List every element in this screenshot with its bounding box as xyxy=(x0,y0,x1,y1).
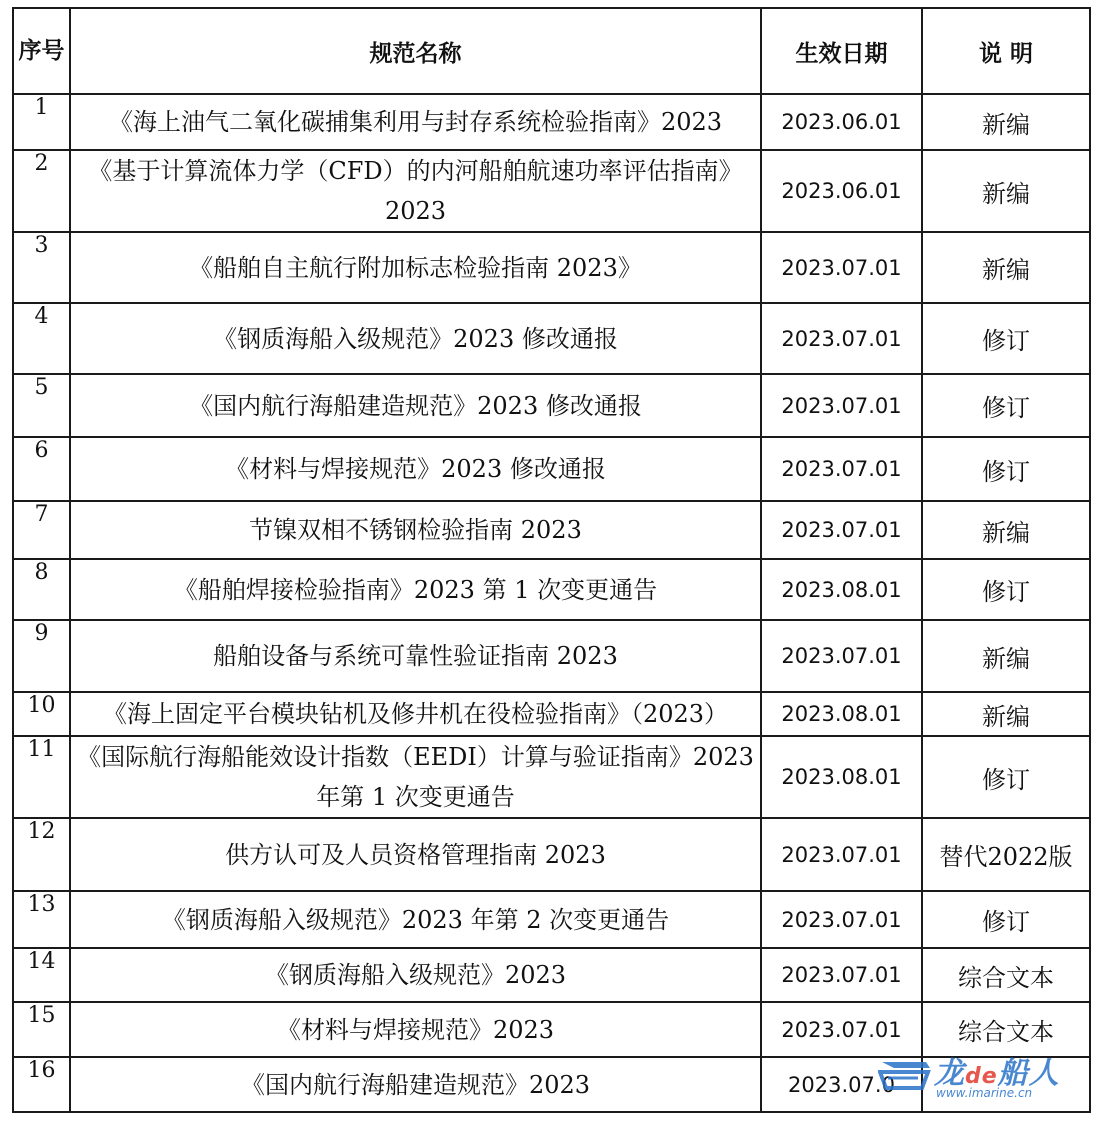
remark: 新编 xyxy=(922,620,1090,692)
row-number: 2 xyxy=(13,150,70,232)
spec-name: 《船舶自主航行附加标志检验指南 2023》 xyxy=(70,232,761,303)
table-row xyxy=(13,1002,1090,1057)
header-no: 序号 xyxy=(13,8,70,94)
spec-name: 《海上油气二氧化碳捕集利用与封存系统检验指南》2023 xyxy=(70,94,761,150)
table-row xyxy=(13,437,1090,501)
spec-name: 供方认可及人员资格管理指南 2023 xyxy=(70,818,761,891)
remark: 新编 xyxy=(922,501,1090,559)
remark: 修订 xyxy=(922,437,1090,501)
spec-name: 《船舶焊接检验指南》2023 第 1 次变更通告 xyxy=(70,559,761,620)
row-number: 6 xyxy=(13,437,70,501)
spec-name: 《国内航行海船建造规范》2023 修改通报 xyxy=(70,374,761,437)
effective-date: 2023.07.0 xyxy=(761,1057,922,1112)
table-row xyxy=(13,891,1090,948)
spec-name: 《钢质海船入级规范》2023 年第 2 次变更通告 xyxy=(70,891,761,948)
effective-date: 2023.07.01 xyxy=(761,818,922,891)
watermark-brand-de: de xyxy=(965,1064,998,1089)
spec-name: 《材料与焊接规范》2023 修改通报 xyxy=(70,437,761,501)
row-number: 11 xyxy=(13,736,70,818)
effective-date: 2023.07.01 xyxy=(761,232,922,303)
table-row xyxy=(13,559,1090,620)
row-number: 3 xyxy=(13,232,70,303)
spec-name: 《基于计算流体力学（CFD）的内河船舶航速功率评估指南》2023 xyxy=(70,150,761,232)
table-row xyxy=(13,736,1090,818)
row-number: 15 xyxy=(13,1002,70,1057)
remark: 修订 xyxy=(922,303,1090,374)
table-row xyxy=(13,303,1090,374)
spec-name: 《钢质海船入级规范》2023 修改通报 xyxy=(70,303,761,374)
table-header-row xyxy=(13,8,1090,94)
watermark-url: www.imarine.cn xyxy=(936,1086,1033,1100)
regulation-table xyxy=(12,7,1091,1113)
remark: 新编 xyxy=(922,232,1090,303)
header-date: 生效日期 xyxy=(761,8,922,94)
row-number: 13 xyxy=(13,891,70,948)
remark: 新编 xyxy=(922,692,1090,736)
watermark-brand-suffix: 船人 xyxy=(997,1056,1060,1091)
effective-date: 2023.08.01 xyxy=(761,559,922,620)
row-number: 5 xyxy=(13,374,70,437)
table-row xyxy=(13,94,1090,150)
spec-name: 《材料与焊接规范》2023 xyxy=(70,1002,761,1057)
row-number: 8 xyxy=(13,559,70,620)
header-name: 规范名称 xyxy=(70,8,761,94)
effective-date: 2023.07.01 xyxy=(761,948,922,1002)
spec-name: 船舶设备与系统可靠性验证指南 2023 xyxy=(70,620,761,692)
header-note: 说 明 xyxy=(922,8,1090,94)
spec-name: 《国际航行海船能效设计指数（EEDI）计算与验证指南》2023 年第 1 次变更通告 xyxy=(70,736,761,818)
table-row xyxy=(13,948,1090,1002)
effective-date: 2023.07.01 xyxy=(761,891,922,948)
table-row xyxy=(13,374,1090,437)
row-number: 4 xyxy=(13,303,70,374)
row-number: 16 xyxy=(13,1057,70,1112)
effective-date: 2023.07.01 xyxy=(761,620,922,692)
remark xyxy=(922,1057,1090,1112)
remark: 修订 xyxy=(922,736,1090,818)
effective-date: 2023.08.01 xyxy=(761,736,922,818)
effective-date: 2023.07.01 xyxy=(761,501,922,559)
spec-name: 《钢质海船入级规范》2023 xyxy=(70,948,761,1002)
row-number: 1 xyxy=(13,94,70,150)
effective-date: 2023.07.01 xyxy=(761,1002,922,1057)
table-row xyxy=(13,150,1090,232)
remark: 替代2022版 xyxy=(922,818,1090,891)
effective-date: 2023.06.01 xyxy=(761,150,922,232)
remark: 综合文本 xyxy=(922,948,1090,1002)
table-row xyxy=(13,501,1090,559)
table-row xyxy=(13,620,1090,692)
remark: 新编 xyxy=(922,150,1090,232)
spec-name: 《国内航行海船建造规范》2023 xyxy=(70,1057,761,1112)
row-number: 7 xyxy=(13,501,70,559)
remark: 修订 xyxy=(922,559,1090,620)
effective-date: 2023.06.01 xyxy=(761,94,922,150)
effective-date: 2023.07.01 xyxy=(761,437,922,501)
row-number: 9 xyxy=(13,620,70,692)
effective-date: 2023.07.01 xyxy=(761,303,922,374)
table-row xyxy=(13,232,1090,303)
table-row xyxy=(13,1057,1090,1112)
watermark-brand-prefix: 龙 xyxy=(934,1056,965,1091)
remark: 修订 xyxy=(922,891,1090,948)
remark: 新编 xyxy=(922,94,1090,150)
row-number: 12 xyxy=(13,818,70,891)
remark: 综合文本 xyxy=(922,1002,1090,1057)
table-body xyxy=(13,94,1090,1112)
spec-name: 节镍双相不锈钢检验指南 2023 xyxy=(70,501,761,559)
row-number: 10 xyxy=(13,692,70,736)
table-row xyxy=(13,692,1090,736)
spec-name: 《海上固定平台模块钻机及修井机在役检验指南》（2023） xyxy=(70,692,761,736)
effective-date: 2023.07.01 xyxy=(761,374,922,437)
remark: 修订 xyxy=(922,374,1090,437)
table-row xyxy=(13,818,1090,891)
row-number: 14 xyxy=(13,948,70,1002)
effective-date: 2023.08.01 xyxy=(761,692,922,736)
